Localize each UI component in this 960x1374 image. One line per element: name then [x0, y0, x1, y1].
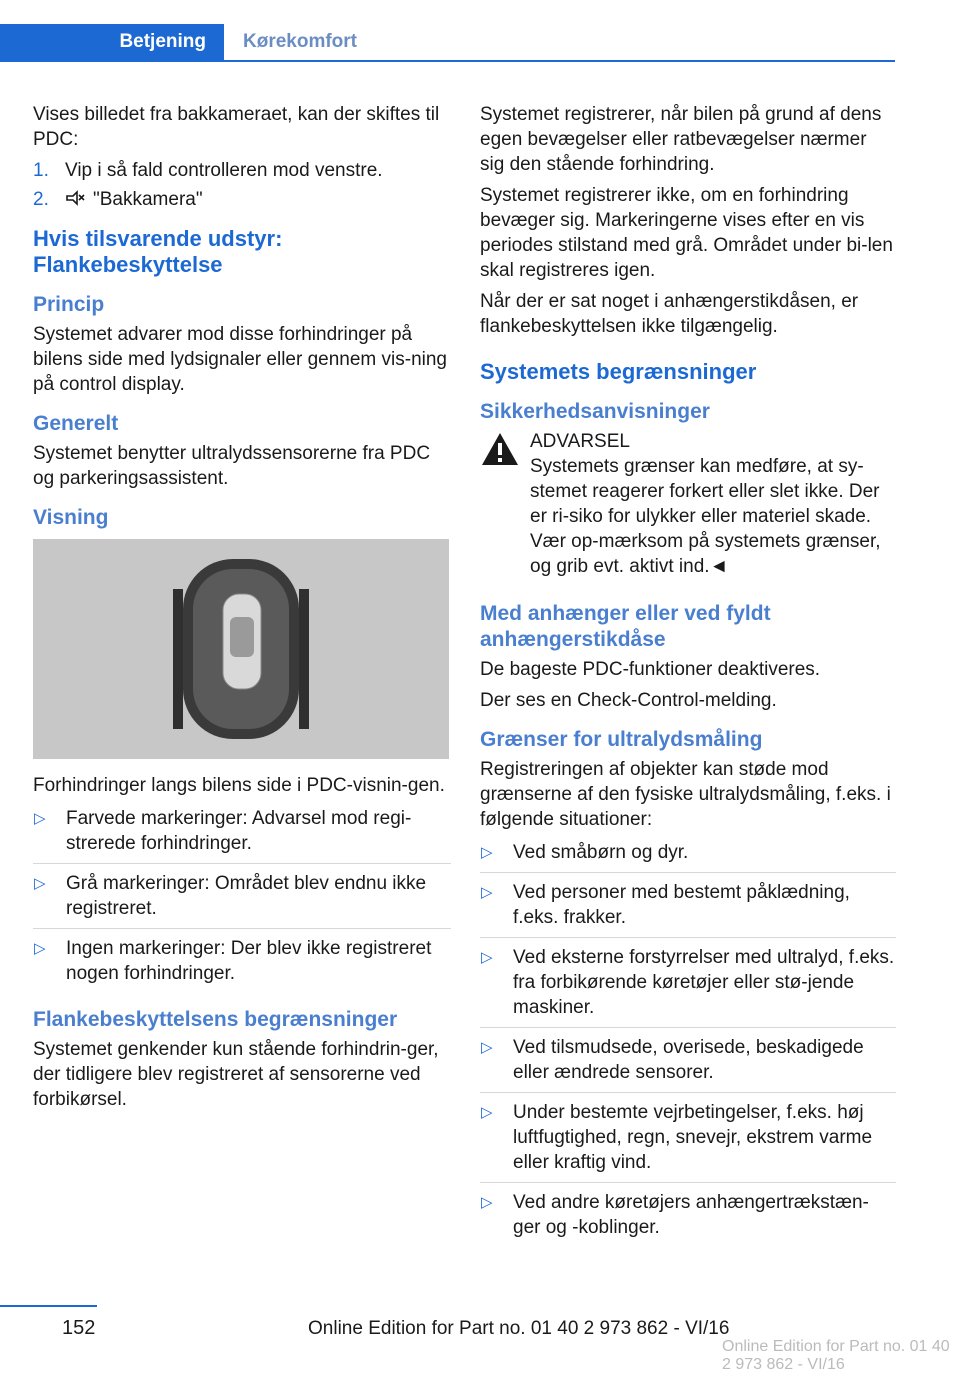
- princip-text: Systemet advarer mod disse forhindringer på bilens side med lydsignaler eller gennem vis-ning på control display.: [33, 324, 447, 395]
- step-number: 1.: [33, 160, 49, 181]
- trailer-text-2: Der ses en Check-Control-melding.: [480, 690, 777, 711]
- warning-text: Systemets grænser kan medføre, at sy-stemet reagerer forkert eller slet ikke. Der er ri-siko for ulykker eller materiel skade. Vær op-mærksom på systemets grænser, og grib evt. aktivt ind.◄: [530, 456, 881, 577]
- list-item-text: Under bestemte vejrbetingelser, f.eks. høj luftfugtighed, regn, snevejr, ekstrem varme eller kraftig vind.: [513, 1102, 873, 1173]
- right-paragraph-2: Systemet registrerer ikke, om en forhindring bevæger sig. Markeringerne vises efter en vis periodes stilstand med grå. Området under bi-len skal registreres igen.: [480, 185, 893, 281]
- triangle-right-icon: ▷: [481, 884, 493, 901]
- triangle-right-icon: ▷: [481, 844, 493, 861]
- edition-footer: Online Edition for Part no. 01 40 2 973 862 - VI/16: [308, 1318, 730, 1339]
- heading-safety: Sikkerhedsanvisninger: [480, 400, 710, 423]
- warning-triangle-icon: [480, 431, 520, 467]
- triangle-right-icon: ▷: [481, 1104, 493, 1121]
- ultrasound-list: [480, 840, 896, 1247]
- list-item: [33, 871, 451, 929]
- list-item: [480, 1190, 896, 1247]
- step-text: Vip i så fald controlleren mod venstre.: [65, 160, 383, 181]
- heading-generelt: Generelt: [33, 412, 119, 435]
- ultrasound-text: Registreringen af objekter kan støde mod grænserne af den fysiske ultralydsmåling, f.eks. i følgende situationer:: [480, 759, 891, 830]
- heading-system-limits: Systemets begrænsninger: [480, 359, 757, 384]
- list-item-text: Ved personer med bestemt påklædning, f.eks. frakker.: [513, 882, 850, 928]
- warning-box: [480, 429, 896, 579]
- generelt-text: Systemet benytter ultralydssensorerne fra PDC og parkeringsassistent.: [33, 443, 431, 489]
- right-column: [480, 102, 896, 1254]
- step-item: [33, 158, 451, 183]
- flank-limits-text: Systemet genkender kun stående forhindrin-ger, der tidligere blev registreret af sensorerne ved forbikørsel.: [33, 1039, 439, 1110]
- triangle-right-icon: ▷: [481, 949, 493, 966]
- triangle-right-icon: ▷: [34, 875, 46, 892]
- list-item: [480, 880, 896, 938]
- triangle-right-icon: ▷: [481, 1194, 493, 1211]
- list-item: [33, 806, 451, 864]
- visning-list: [33, 806, 451, 993]
- heading-visning: Visning: [33, 506, 109, 529]
- rear-camera-icon: [65, 189, 87, 207]
- list-item-text: Grå markeringer: Området blev endnu ikke registreret.: [66, 873, 427, 919]
- heading-ultrasound-limits: Grænser for ultralydsmåling: [480, 728, 763, 751]
- list-item: [480, 945, 896, 1028]
- step-list: [33, 158, 451, 212]
- triangle-right-icon: ▷: [481, 1039, 493, 1056]
- step-item: [33, 187, 451, 212]
- step-text: "Bakkamera": [93, 189, 203, 210]
- right-paragraph-1: Systemet registrerer, når bilen på grund af dens egen bevægelser eller ratbevægelser nærmer sig den stående forhindring.: [480, 104, 882, 175]
- page-number: 152: [62, 1317, 96, 1339]
- tab-korekomfort: Kørekomfort: [243, 31, 358, 52]
- heading-flankebeskyttelse: Hvis tilsvarende udstyr: Flankebeskyttelse: [33, 226, 283, 277]
- list-item-text: Ved eksterne forstyrrelser med ultralyd, f.eks. fra forbikørende køretøjer eller stø-jende maskiner.: [513, 947, 895, 1018]
- heading-princip: Princip: [33, 293, 105, 316]
- page-header: [0, 24, 895, 62]
- list-item-text: Ved andre køretøjers anhængertrækstæn-ger og -koblinger.: [513, 1192, 869, 1238]
- heading-flank-limits: Flankebeskyttelsens begrænsninger: [33, 1008, 398, 1031]
- list-item: [33, 936, 451, 993]
- right-paragraph-3: Når der er sat noget i anhængerstikdåsen, er flankebeskyttelsen ikke tilgængelig.: [480, 291, 859, 337]
- pdc-display-image: [33, 539, 449, 759]
- list-item-text: Farvede markeringer: Advarsel mod regi-strerede forhindringer.: [66, 808, 412, 854]
- list-item: [480, 1035, 896, 1093]
- intro-text: Vises billedet fra bakkameraet, kan der skiftes til PDC:: [33, 104, 440, 150]
- warning-title: ADVARSEL: [530, 431, 630, 452]
- header-rule: [0, 60, 895, 62]
- list-item-text: Ved småbørn og dyr.: [513, 842, 689, 863]
- list-item: [480, 1100, 896, 1183]
- triangle-right-icon: ▷: [34, 810, 46, 827]
- list-item: [480, 840, 896, 873]
- trailer-text-1: De bageste PDC-funktioner deaktiveres.: [480, 659, 821, 680]
- heading-trailer: Med anhænger eller ved fyldt anhængerstikdåse: [480, 602, 771, 651]
- warning-text-wrap: [530, 454, 896, 579]
- list-item-text: Ingen markeringer: Der blev ikke registreret nogen forhindringer.: [66, 938, 432, 984]
- step-number: 2.: [33, 189, 49, 210]
- triangle-right-icon: ▷: [34, 940, 46, 957]
- watermark: Online Edition for Part no. 01 40 2 973 862 - VI/16: [722, 1338, 950, 1373]
- page-number-rule: [0, 1305, 97, 1307]
- tab-betjening: Betjening: [0, 24, 224, 60]
- visning-text: Forhindringer langs bilens side i PDC-visnin-gen.: [33, 775, 445, 796]
- list-item-text: Ved tilsmudsede, overisede, beskadigede eller ændrede sensorer.: [513, 1037, 864, 1083]
- left-column: [33, 102, 451, 1118]
